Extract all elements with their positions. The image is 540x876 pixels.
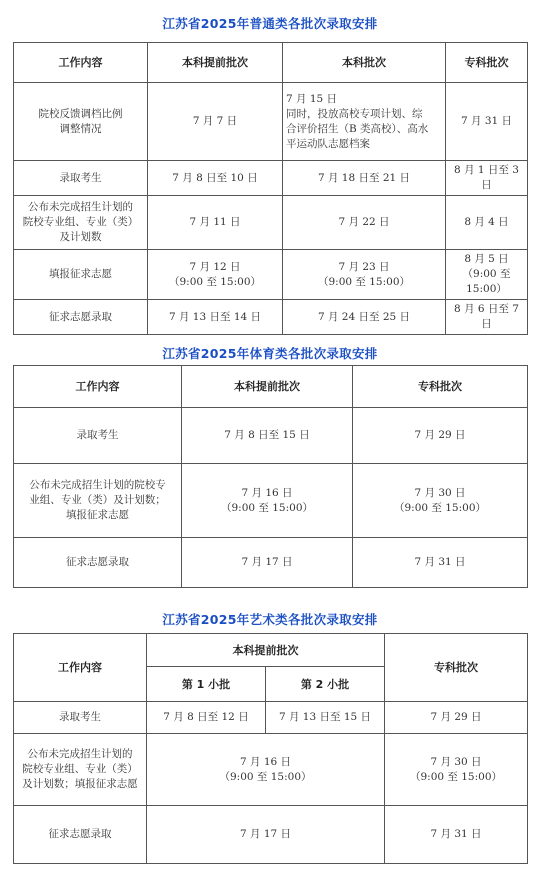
cell-line: 8 月 6 日至 7 日 — [454, 303, 519, 330]
task-cell — [14, 250, 148, 300]
cell-line: 填报征求志愿 — [49, 268, 112, 280]
vocational-batch-cell — [446, 196, 528, 250]
cell-line: 合评价招生（B 类高校）、高水 — [286, 122, 429, 135]
table3-title: 江苏省2025年艺术类各批次录取安排 — [162, 612, 378, 627]
header-early-batch: 本科提前批次 — [182, 366, 353, 408]
table-row — [14, 250, 528, 300]
early-batch-cell — [148, 83, 283, 161]
arts-admission-table — [13, 633, 528, 864]
regular-batch-cell — [283, 250, 446, 300]
cell-line: 7 月 30 日 — [414, 486, 466, 499]
cell-line: 7 月 8 日至 10 日 — [172, 171, 258, 184]
vocational-batch-cell — [385, 734, 528, 806]
vocational-batch-cell — [446, 83, 528, 161]
cell-line: 7 月 12 日 — [189, 260, 241, 273]
cell-line: 7 月 23 日 — [338, 260, 390, 273]
cell-line: 录取考生 — [59, 711, 101, 723]
cell-line: 7 月 16 日 — [239, 755, 292, 768]
table-row — [14, 300, 528, 335]
cell-line: 7 月 8 日至 15 日 — [224, 429, 310, 441]
cell-line: 7 月 22 日 — [338, 216, 390, 228]
cell-line: 公布未完成招生计划的院校专 — [29, 479, 166, 491]
table-row — [14, 196, 528, 250]
cell-line: （9:00 至 15:00） — [220, 501, 313, 514]
table-header-row — [14, 634, 528, 667]
vocational-batch-cell — [385, 806, 528, 864]
task-cell — [14, 83, 148, 161]
cell-line: 院校反馈调档比例 — [38, 107, 123, 120]
cell-line: 及计划数；填报征求志愿 — [22, 778, 138, 790]
table-row — [14, 161, 528, 196]
cell-line: 公布未完成招生计划的 — [28, 201, 133, 213]
table-row — [14, 702, 528, 734]
early-batch-cell — [148, 300, 283, 335]
cell-line: 8 月 1 日至 3 日 — [454, 164, 519, 191]
vocational-batch-cell — [446, 161, 528, 196]
cell-line: 7 月 7 日 — [192, 115, 238, 127]
cell-line: （9:00 至 15:00） — [393, 501, 486, 514]
cell-line: 7 月 30 日 — [430, 755, 482, 768]
header-task: 工作内容 — [14, 634, 147, 702]
cell-line: 及计划数 — [59, 231, 102, 243]
cell-line: 公布未完成招生计划的 — [27, 748, 133, 760]
cell-line: 7 月 31 日 — [460, 115, 513, 127]
vocational-batch-cell — [353, 408, 528, 464]
cell-line: 征求志愿录取 — [66, 556, 129, 568]
header-sub-batch-1: 第 1 小批 — [147, 667, 266, 702]
cell-line: 录取考生 — [59, 171, 102, 184]
header-vocational-batch: 专科批次 — [446, 43, 528, 83]
cell-line: 同时，投放高校专项计划、综 — [286, 107, 423, 120]
sub-batch-2-cell — [266, 702, 385, 734]
cell-line: 7 月 17 日 — [239, 828, 292, 840]
table1-title: 江苏省2025年普通类各批次录取安排 — [162, 16, 378, 31]
table-row — [14, 83, 528, 161]
cell-line: 7 月 8 日至 12 日 — [163, 711, 249, 723]
vocational-batch-cell — [446, 300, 528, 335]
vocational-batch-cell — [385, 702, 528, 734]
cell-line: 院校专业组、专业（类） — [22, 216, 139, 228]
vocational-batch-cell — [446, 250, 528, 300]
cell-line: 7 月 16 日 — [241, 486, 293, 499]
early-batch-cell — [182, 538, 353, 588]
regular-batch-cell — [283, 196, 446, 250]
cell-line: 7 月 15 日 — [286, 92, 338, 105]
early-batch-cell — [182, 408, 353, 464]
task-cell — [14, 408, 182, 464]
sub-batch-1-cell — [147, 702, 266, 734]
table-header-row — [14, 366, 528, 408]
cell-line: （9:00 至 15:00） — [409, 770, 502, 783]
cell-line: 7 月 29 日 — [414, 429, 466, 441]
task-cell — [14, 702, 147, 734]
cell-line: 填报征求志愿 — [66, 509, 129, 521]
task-cell — [14, 538, 182, 588]
header-vocational-batch: 专科批次 — [353, 366, 528, 408]
cell-line: 8 月 5 日 — [464, 253, 509, 265]
general-admission-table — [13, 42, 528, 335]
cell-line: 7 月 24 日至 25 日 — [317, 310, 411, 323]
sports-admission-table — [13, 365, 528, 588]
header-regular-batch: 本科批次 — [283, 43, 446, 83]
cell-line: 征求志愿录取 — [49, 310, 112, 323]
cell-line: 7 月 13 日至 14 日 — [168, 310, 262, 323]
vocational-batch-cell — [353, 538, 528, 588]
header-vocational-batch: 专科批次 — [385, 634, 528, 702]
header-task: 工作内容 — [14, 43, 148, 83]
regular-batch-cell — [283, 161, 446, 196]
cell-line: 7 月 31 日 — [414, 556, 466, 568]
cell-line: 7 月 11 日 — [189, 216, 241, 228]
header-early-batch: 本科提前批次 — [148, 43, 283, 83]
task-cell — [14, 464, 182, 538]
cell-line: 业组、专业（类）及计划数； — [29, 494, 166, 506]
early-batch-cell — [148, 196, 283, 250]
vocational-batch-cell — [353, 464, 528, 538]
task-cell — [14, 734, 147, 806]
task-cell — [14, 300, 148, 335]
early-batch-cell — [148, 250, 283, 300]
task-cell — [14, 196, 148, 250]
task-cell — [14, 161, 148, 196]
cell-line: （9:00 至 15:00） — [168, 275, 261, 288]
cell-line: （9:00 至 15:00） — [462, 268, 511, 295]
table-row — [14, 464, 528, 538]
header-sub-batch-2: 第 2 小批 — [266, 667, 385, 702]
cell-line: （9:00 至 15:00） — [317, 275, 410, 288]
cell-line: 平运动队志愿档案 — [286, 137, 370, 150]
cell-line: 调整情况 — [59, 122, 102, 135]
table-row — [14, 734, 528, 806]
cell-line: 征求志愿录取 — [48, 828, 112, 840]
table-row — [14, 408, 528, 464]
header-task: 工作内容 — [14, 366, 182, 408]
table2-title: 江苏省2025年体育类各批次录取安排 — [162, 346, 378, 361]
header-early-batch: 本科提前批次 — [147, 634, 385, 667]
cell-line: 7 月 18 日至 21 日 — [317, 171, 411, 184]
early-batch-cell — [148, 161, 283, 196]
cell-line: 7 月 29 日 — [430, 711, 482, 723]
early-batch-cell — [147, 806, 385, 864]
cell-line: 7 月 31 日 — [430, 828, 482, 840]
regular-batch-cell — [283, 300, 446, 335]
cell-line: 院校专业组、专业（类） — [22, 763, 138, 775]
cell-line: 录取考生 — [76, 429, 119, 441]
early-batch-cell — [147, 734, 385, 806]
cell-line: （9:00 至 15:00） — [219, 770, 312, 783]
task-cell — [14, 806, 147, 864]
cell-line: 8 月 4 日 — [464, 216, 509, 228]
table-header-row — [14, 43, 528, 83]
table-row — [14, 538, 528, 588]
cell-line: 7 月 17 日 — [241, 556, 293, 568]
cell-line: 7 月 13 日至 15 日 — [278, 711, 372, 723]
regular-batch-cell — [283, 83, 446, 161]
early-batch-cell — [182, 464, 353, 538]
table-row — [14, 806, 528, 864]
